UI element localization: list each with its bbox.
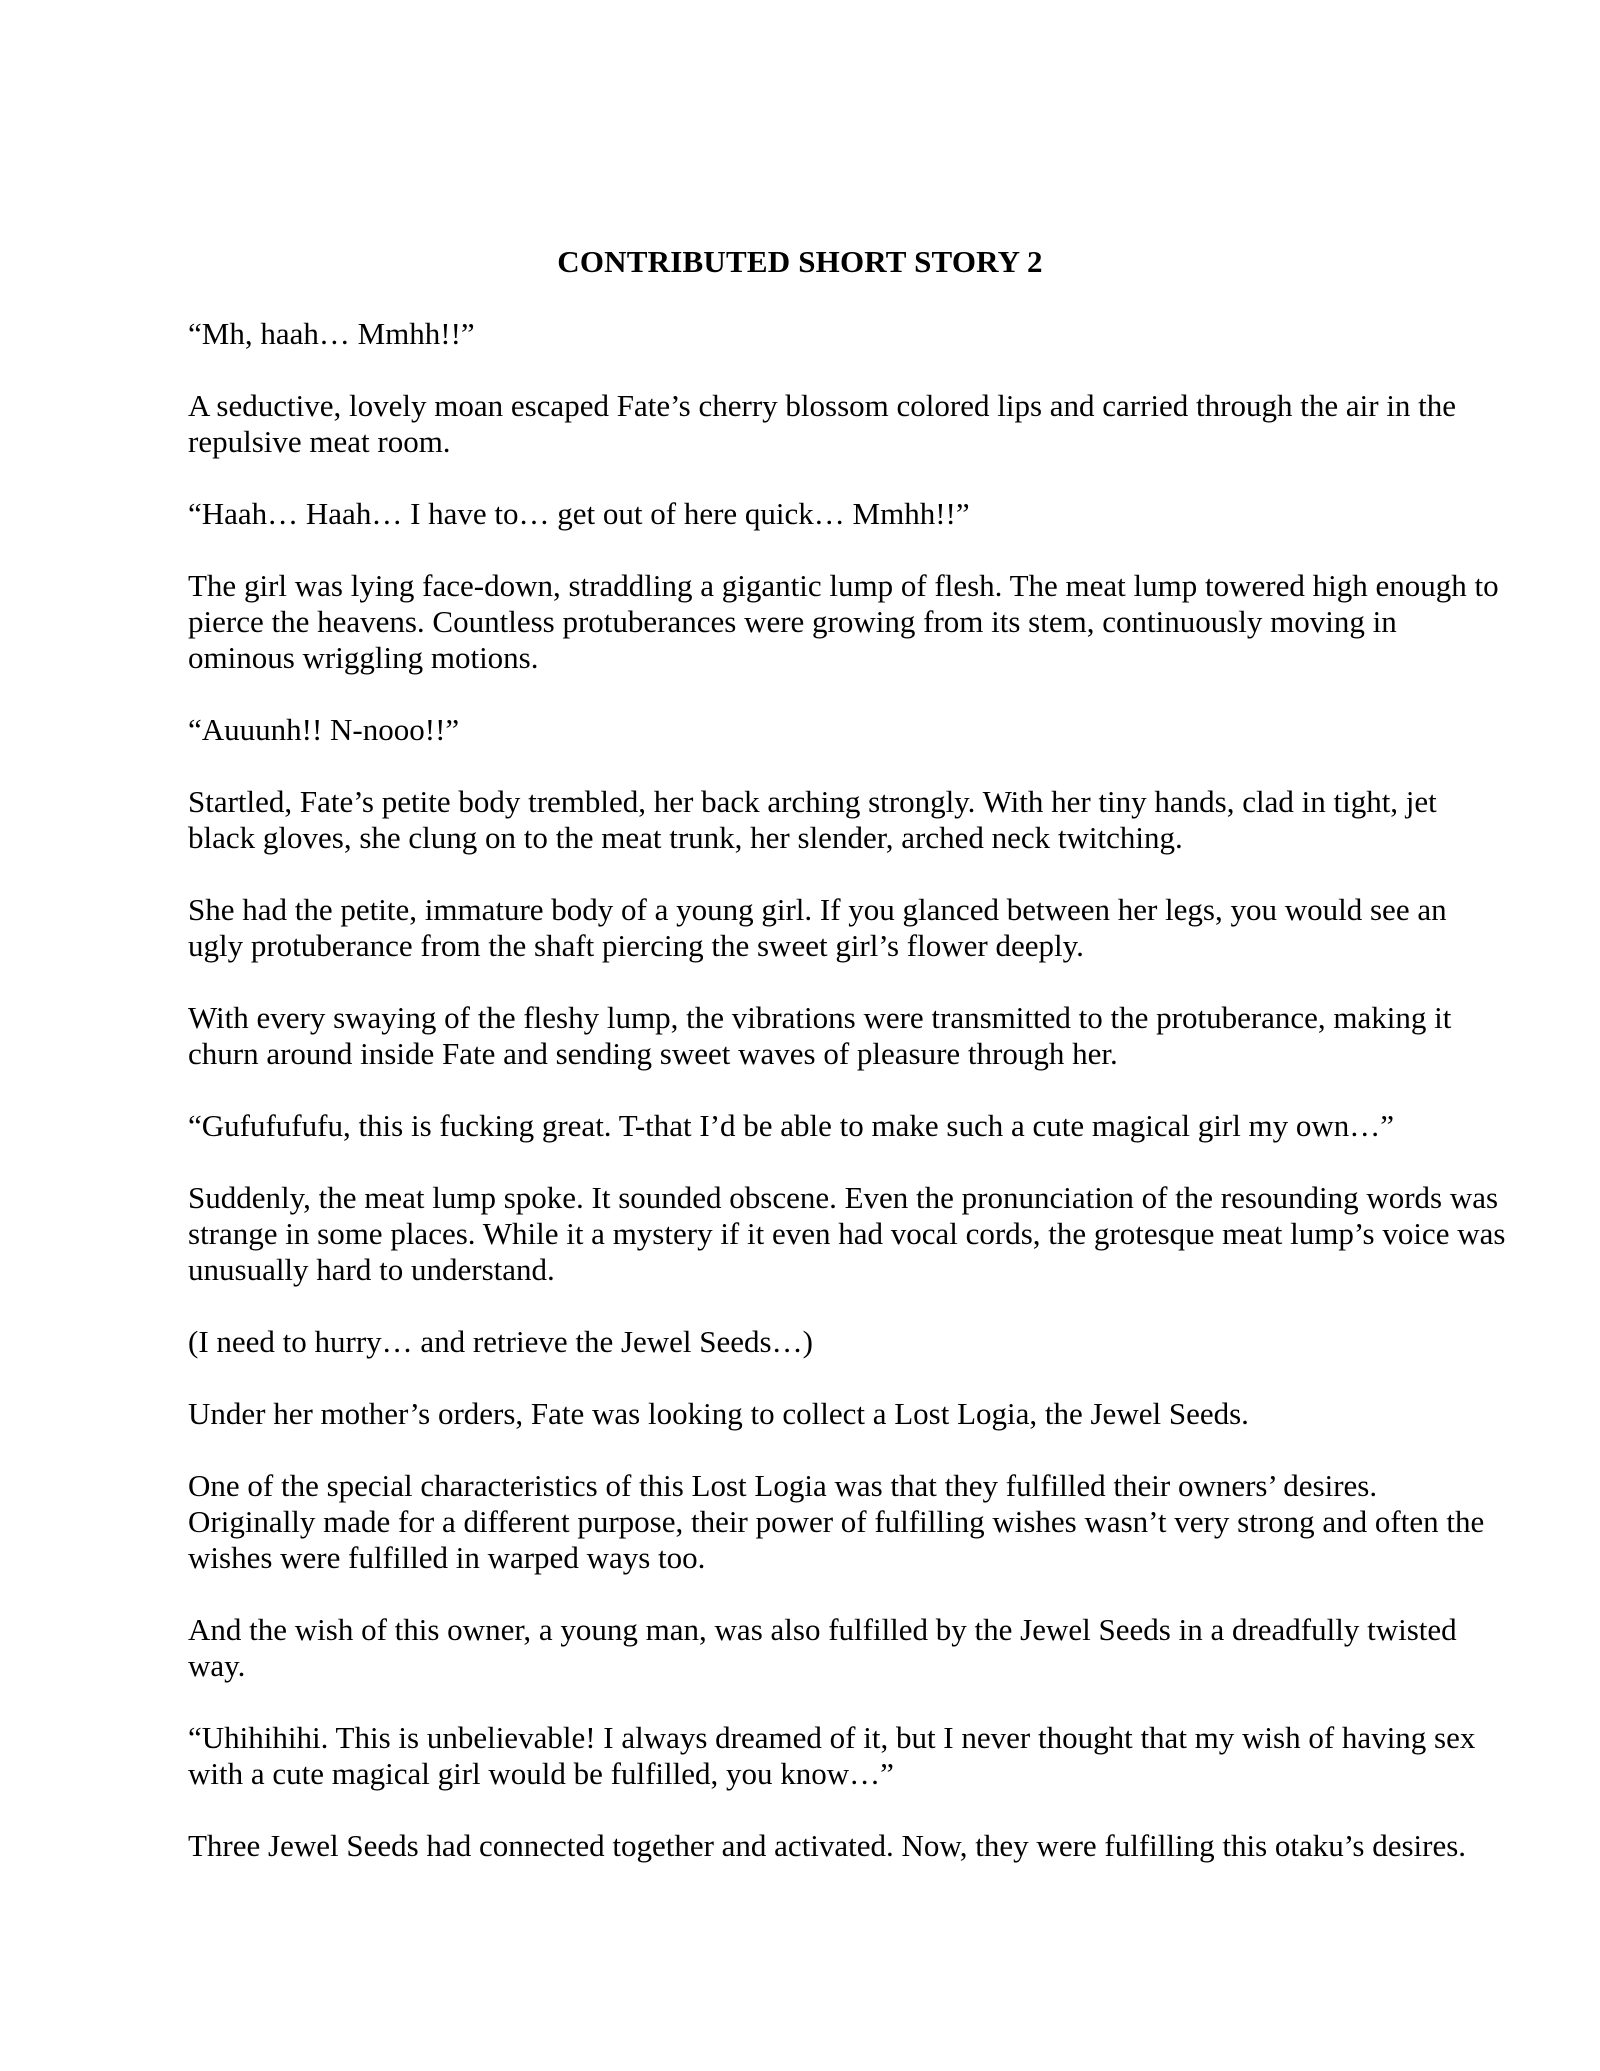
paragraph [188, 1180, 1506, 1288]
text-line: unusually hard to understand. [188, 1252, 555, 1287]
document-title: CONTRIBUTED SHORT STORY 2 [557, 244, 1043, 279]
text-line: A seductive, lovely moan escaped Fate’s cherry blossom colored lips and carried through the air in the [188, 388, 1457, 423]
text-line: “Mh, haah… Mmhh!!” [188, 316, 475, 351]
text-line: “Haah… Haah… I have to… get out of here quick… Mmhh!!” [188, 496, 970, 531]
text-line: And the wish of this owner, a young man, was also fulfilled by the Jewel Seeds in a dreadfully twisted [188, 1612, 1457, 1647]
text-line: She had the petite, immature body of a young girl. If you glanced between her legs, you would see an [188, 892, 1447, 927]
text-line: Under her mother’s orders, Fate was looking to collect a Lost Logia, the Jewel Seeds. [188, 1396, 1249, 1431]
text-line: way. [188, 1648, 246, 1683]
paragraph [188, 1828, 1467, 1864]
text-line: One of the special characteristics of this Lost Logia was that they fulfilled their owners’ desires. [188, 1468, 1378, 1503]
paragraph [188, 1720, 1476, 1792]
document-body [188, 316, 1506, 1864]
paragraph [188, 388, 1457, 460]
text-line: ugly protuberance from the shaft piercing the sweet girl’s flower deeply. [188, 928, 1084, 963]
paragraph [188, 316, 1412, 352]
text-line: Startled, Fate’s petite body trembled, her back arching strongly. With her tiny hands, clad in tight, jet [188, 784, 1437, 819]
paragraph [188, 1000, 1452, 1072]
text-line: churn around inside Fate and sending sweet waves of pleasure through her. [188, 1036, 1118, 1071]
text-line: Suddenly, the meat lump spoke. It sounded obscene. Even the pronunciation of the resounding words was [188, 1180, 1499, 1215]
text-line: ominous wriggling motions. [188, 640, 539, 675]
text-line: “Uhihihihi. This is unbelievable! I always dreamed of it, but I never thought that my wish of having sex [188, 1720, 1476, 1755]
paragraph [188, 1324, 1412, 1360]
paragraph [188, 1612, 1457, 1684]
paragraph [188, 1108, 1412, 1144]
paragraph [188, 1396, 1412, 1432]
text-line: The girl was lying face-down, straddling a gigantic lump of flesh. The meat lump towered high enough to [188, 568, 1499, 603]
text-line: With every swaying of the fleshy lump, the vibrations were transmitted to the protuberance, making it [188, 1000, 1452, 1035]
paragraph [188, 712, 1412, 748]
text-line: pierce the heavens. Countless protuberances were growing from its stem, continuously moving in [188, 604, 1397, 639]
paragraph [188, 496, 1412, 532]
text-line: wishes were fulfilled in warped ways too. [188, 1540, 706, 1575]
text-line: (I need to hurry… and retrieve the Jewel Seeds…) [188, 1324, 813, 1359]
paragraph [188, 892, 1447, 964]
text-line: Originally made for a different purpose, their power of fulfilling wishes wasn’t very strong and often the [188, 1504, 1485, 1539]
text-line: repulsive meat room. [188, 424, 451, 459]
paragraph [188, 568, 1499, 676]
text-line: black gloves, she clung on to the meat trunk, her slender, arched neck twitching. [188, 820, 1183, 855]
paragraph [188, 784, 1437, 856]
text-line: Three Jewel Seeds had connected together and activated. Now, they were fulfilling this otaku’s desires. [188, 1828, 1467, 1863]
paragraph [188, 1468, 1485, 1576]
text-line: with a cute magical girl would be fulfilled, you know…” [188, 1756, 894, 1791]
text-line: “Auuunh!! N-nooo!!” [188, 712, 460, 747]
text-line: strange in some places. While it a mystery if it even had vocal cords, the grotesque meat lump’s voice was [188, 1216, 1506, 1251]
text-line: “Gufufufufu, this is fucking great. T-that I’d be able to make such a cute magical girl my own…” [188, 1108, 1395, 1143]
